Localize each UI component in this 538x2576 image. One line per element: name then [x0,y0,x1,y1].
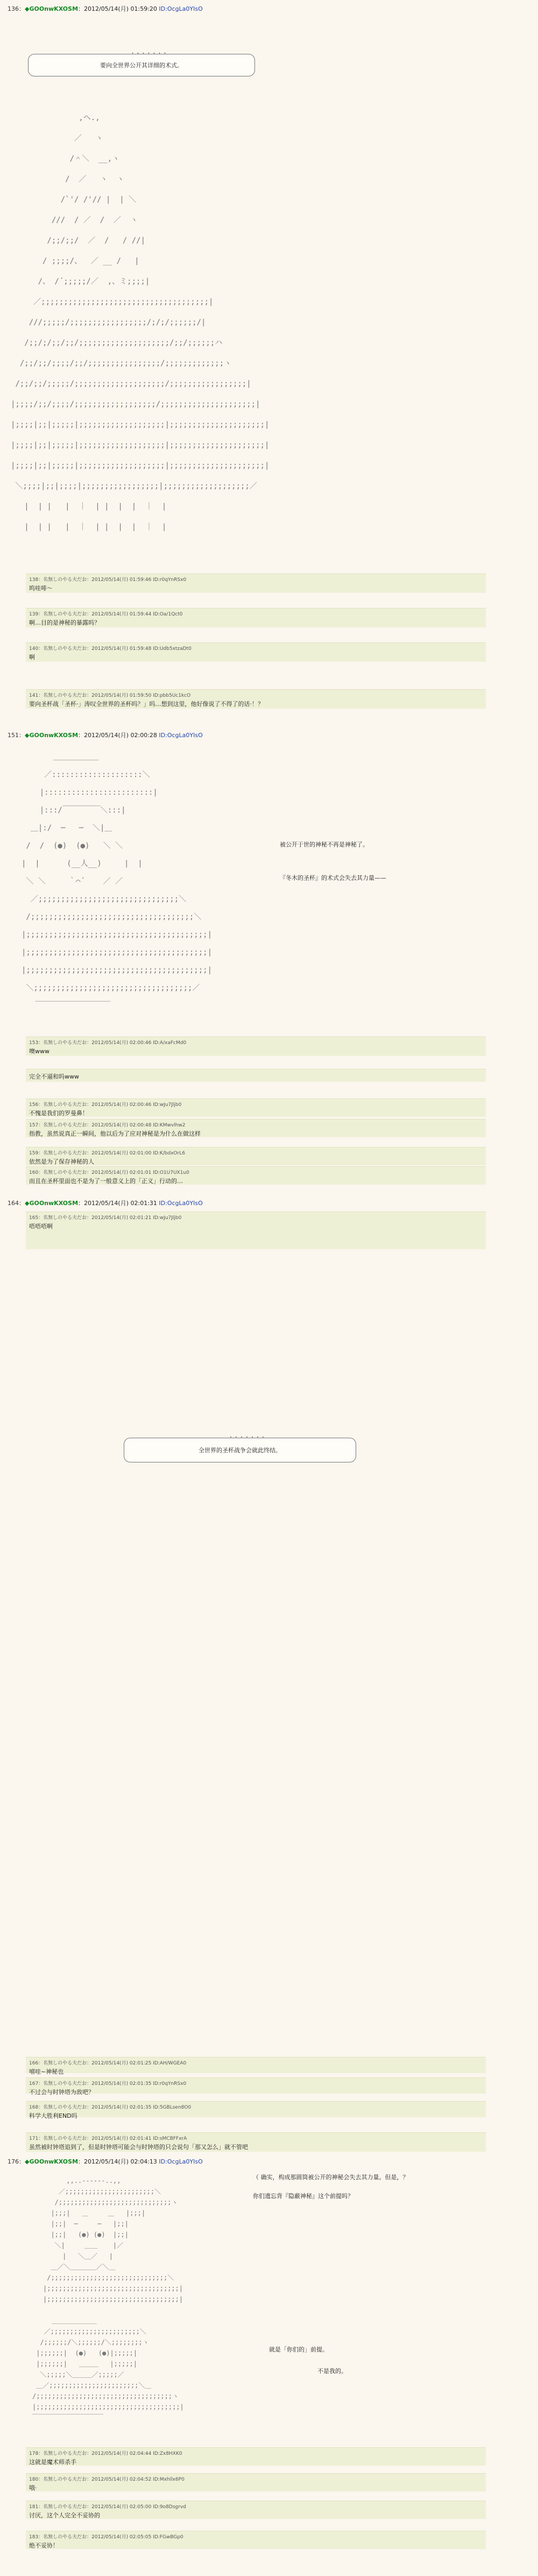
reply [26,2447,486,2466]
reply-body: 这就是魔术师杀手 [29,2459,76,2466]
ascii-art: ＿＿＿＿＿＿＿ ／;;;;;;;;;;;;;;;;;;;;;;;＼ /;;;;;;/＼;;;;;;/＼;;;;;;;;ヽ |;;;;;;| (●) (●)|;;;;;| |;;;;;;| ＿＿＿ |;;;;;| ＼;;;;;＼＿＿＿／;;;;;／ ＿／;;;;;;;;;;;;;;;;;;;;;;;＼＿ /;;;;;;;;;;;;;;;;;;;;;;;;;;;;;;;;;;;ヽ |;;;;;;;;;;;;;;;;;;;;;;;;;;;;;;;;;;;;;| ￣￣￣￣￣￣￣￣￣￣￣ [32,2317,184,2421]
reply-meta: 140：名無しのやる夫だお：2012/05/14(月) 01:59:48 ID:Udb5xtzaDt0 [29,646,192,652]
reply-meta: 180：名無しのやる夫だお：2012/05/14(月) 02:04:52 ID:Mxhllx6P0 [29,2477,185,2482]
reply [26,608,486,627]
post-number: 136： [8,5,25,12]
post-author[interactable]: ◆GOOnwKXOSM [25,5,79,12]
reply-meta: 139：名無しのやる夫だお：2012/05/14(月) 01:59:44 ID:Oa/1Qct0 [29,612,183,617]
reply-meta: 168：名無しのやる夫だお：2012/05/14(月) 02:01:35 ID:5GBLsen8O0 [29,2105,192,2110]
reply-meta: 171：名無しのやる夫だお：2012/05/14(月) 02:01:41 ID:sMCBFFxrA [29,2136,187,2141]
reply-body: 指教，虽然说真正一瞬间，他以后为了应对神秘是为什么在做这样 [29,1130,201,1137]
post-date: ：2012/05/14(月) 01:59:20 [78,5,159,12]
post-header [8,731,203,739]
reply-meta: 138：名無しのやる夫だお：2012/05/14(月) 01:59:46 ID:r0qYnRSx0 [29,577,187,583]
reply-meta: 167：名無しのやる夫だお：2012/05/14(月) 02:01:35 ID:r0qYnRSx0 [29,2081,187,2087]
reply-meta: 153：名無しのやる夫だお：2012/05/14(月) 02:00:46 ID:A/xaFcMd0 [29,1040,187,1046]
reply-meta: 181：名無しのやる夫だお：2012/05/14(月) 02:05:00 ID:9o8Dsgrvd [29,2504,186,2510]
reply-body: 啊 [29,654,35,661]
ascii-art: ,へ., ／ ヽ /＾＼ __,ヽ / ／ ヽ ヽ /`'/ /'// | | ＼ /// / ／ / ／ ヽ /;;/;;/ ／ / / //| / ;;;;/、 ／ __ / | /、 /´;;;;;/／ ,、ミ;;;;| ／;;;;;;;;;;;;;;;;;;;;;;;;;;;;;;;;;;;;;| ///;;;;;/;;;;;;;;;;;;;;;;;/;/;/;;;;;;/| /;;/;/;;/;;/;;;;;;;;;;;;;;;;;;;;/;;/;;;;;;ハ /;;/;;/;;;;/;;/;;;;;;;;;;;;;;;;/;;;;;;;;;;;;;ヽ /;;/;;/;;;;;/;;;;;;;;;;;;;;;;;;;;/;;;;;;;;;;;;;;;;;| |;;;;/;;/;;;;/;;;;;;;;;;;;;;;;;;/;;;;;;;;;;;;;;;;;;;;;| |;;;;|;;|;;;;;|;;;;;;;;;;;;;;;;;;;|;;;;;;;;;;;;;;;;;;;;;| |;;;;|;;|;;;;;|;;;;;;;;;;;;;;;;;;;|;;;;;;;;;;;;;;;;;;;;;| |;;;;|;;|;;;;;|;;;;;;;;;;;;;;;;;;;|;;;;;;;;;;;;;;;;;;;;;| ＼;;;;|;;|;;;;|;;;;;;;;;;;;;;;;;|;;;;;;;;;;;;;;;;;;;／ | | | | ｜ | | | | ｜ | | | | | ｜ | | | | ｜ | [11,114,270,531]
reply [26,2531,486,2549]
post-author[interactable]: ◆GOOnwKXOSM [25,2158,79,2165]
reply [26,573,486,593]
reply [26,1098,486,1117]
reply [26,2501,486,2519]
post-date: ：2012/05/14(月) 02:00:28 [78,732,159,739]
reply-meta: 178：名無しのやる夫だお：2012/05/14(月) 02:04:44 ID:Zx8HXK0 [29,2451,182,2456]
reply-meta: 141：名無しのやる夫だお：2012/05/14(月) 01:59:50 ID:pbb5Uc1kcO [29,693,191,698]
caption: 就是「你们的」前提。 [269,2346,328,2353]
post-id[interactable]: ID:OcgLa0YIsO [159,1200,203,1207]
reply [26,2473,486,2491]
post-number: 164： [8,1200,25,1207]
caption: 被公开于世的神秘不再是神秘了。 [280,841,369,848]
reply-body: 科学大胜利END吗 [29,2112,77,2119]
post-date: ：2012/05/14(月) 02:04:13 [78,2158,159,2165]
speech-text: ・・・・・・・ 要向全世界公开其详细的术式。 [100,62,183,69]
caption: 『冬木的圣杯』的术式会失去其力量—— [280,874,386,881]
reply-meta: 183：名無しのやる夫だお：2012/05/14(月) 02:05:05 ID:FGwBGp0 [29,2535,183,2540]
reply [26,2132,486,2152]
reply-meta: 156：名無しのやる夫だお：2012/05/14(月) 02:00:46 ID:wJu7Jljb0 [29,1102,182,1108]
post-number: 151： [8,732,25,739]
reply [26,1069,486,1082]
reply-body: 啊…目的是神秘的暴露吗？ [29,619,100,626]
reply [26,1037,486,1056]
post-header [8,4,203,13]
reply-meta: 165：名無しのやる夫だお：2012/05/14(月) 02:01:21 ID:wJu7Jljb0 [29,1215,182,1221]
caption: 不是我的。 [317,2368,347,2375]
reply [26,689,486,709]
reply-meta: 160：名無しのやる夫だお：2012/05/14(月) 02:01:01 ID:O1U7UX1u0 [29,1170,189,1175]
reply-body: 依然是为了保存神秘的人 [29,1158,94,1165]
caption: （ 确实，构成那圆筒被公开的神秘会失去其力量。但是，？ [253,2174,409,2181]
post-header [8,1199,203,1207]
reply [26,642,486,662]
reply [26,2101,486,2117]
reply [26,1212,486,1249]
reply [26,1119,486,1137]
post-id[interactable]: ID:OcgLa0YIsO [159,732,203,739]
post-author[interactable]: ◆GOOnwKXOSM [25,732,79,739]
reply-body: 嘻哇~神秘也 [29,2068,64,2075]
reply-body: 要向圣杯战「圣杯·」涛叹全世界的圣杯吗？」吗…想到这里，他好像说了不得了的话·！？ [29,701,264,708]
ascii-art: ＿＿＿＿＿＿ ／::::::::::::::::::::＼ |::::::::::::::::::::::::| |:::/￣￣￣￣￣＼:::| ＿|:/ ─ ─ ＼|＿ / / (●) (●) ＼ ＼ | | (__人__) | | ＼ ＼ ｀⌒´ ／ ／ ／;;;;;;;;;;;;;;;;;;;;;;;;;;;;;;;＼ /;;;;;;;;;;;;;;;;;;;;;;;;;;;;;;;;;;;;＼ |;;;;;;;;;;;;;;;;;;;;;;;;;;;;;;;;;;;;;;;;| |;;;;;;;;;;;;;;;;;;;;;;;;;;;;;;;;;;;;;;;;| |;;;;;;;;;;;;;;;;;;;;;;;;;;;;;;;;;;;;;;;;| ＼;;;;;;;;;;;;;;;;;;;;;;;;;;;;;;;;;;;／ ￣￣￣￣￣￣￣￣￣￣ [22,753,213,1010]
reply-body: 唔唔唔啊 [29,1223,53,1230]
speech-bubble [28,54,255,76]
reply-body: 不过会与时钟塔为敌吧？ [29,2089,94,2096]
reply [26,1166,486,1185]
reply-meta: 159：名無しのやる夫だお：2012/05/14(月) 02:01:00 ID:K/bdxOrL6 [29,1151,186,1156]
post-id[interactable]: ID:OcgLa0YIsO [159,2158,203,2165]
reply-body: 讨厌，这个人完全不妥协的 [29,2512,100,2519]
reply-body: 噢www [29,1048,49,1055]
post-number: 176： [8,2158,25,2165]
speech-bubble [124,1438,356,1462]
post-header [8,2157,203,2166]
ascii-art: ,,..-‐‐‐‐-..,, ／;;;;;;;;;;;;;;;;;;;;;;;＼ /;;;;;;;;;;;;;;;;;;;;;;;;;;;;;ヽ |;;;| ＿ ＿ |;;;| |;;| ─ ─ |;;| |;;| (●) (●) |;;| ＼| ＿＿ |／ | ＼＿／ | ＿／＼＿＿＿＿／＼＿ /;;;;;;;;;;;;;;;;;;;;;;;;;;;;;;＼ |;;;;;;;;;;;;;;;;;;;;;;;;;;;;;;;;;;| |;;;;;;;;;;;;;;;;;;;;;;;;;;;;;;;;;;| [43,2177,183,2303]
reply-body: 呜哇啡～ [29,585,53,592]
reply-body: 不愧是我们的罗曼鼻！ [29,1110,88,1117]
reply-body: 哦· [29,2484,37,2491]
reply-body: 绝不妥协！ [29,2542,59,2549]
reply [26,1147,486,1165]
reply [26,2057,486,2073]
reply [26,2077,486,2094]
caption: 你们遗忘背『隐蔽神秘』这个前提吗？ [253,2193,353,2200]
reply-body: 虽然被时钟塔追到了，但是时钟塔可能会与时钟塔的只会说句「那又怎么」就不管吧 [29,2144,248,2151]
reply-body: 而且在圣杯里面也不是为了一般意义上的「正义」行动的… [29,1178,183,1185]
reply-meta: 157：名無しのやる夫だお：2012/05/14(月) 02:00:48 ID:KMwvlhw2 [29,1123,186,1128]
post-date: ：2012/05/14(月) 02:01:31 [78,1200,159,1207]
reply-body: 完全不逼和吗www [29,1073,79,1080]
reply-meta: 166：名無しのやる夫だお：2012/05/14(月) 02:01:25 ID:AH/WGEA0 [29,2061,187,2066]
post-author[interactable]: ◆GOOnwKXOSM [25,1200,79,1207]
speech-text: ・・・・・・・ 全世界的圣杯战争会就此终结。 [199,1447,281,1454]
post-id[interactable]: ID:OcgLa0YIsO [159,5,203,12]
